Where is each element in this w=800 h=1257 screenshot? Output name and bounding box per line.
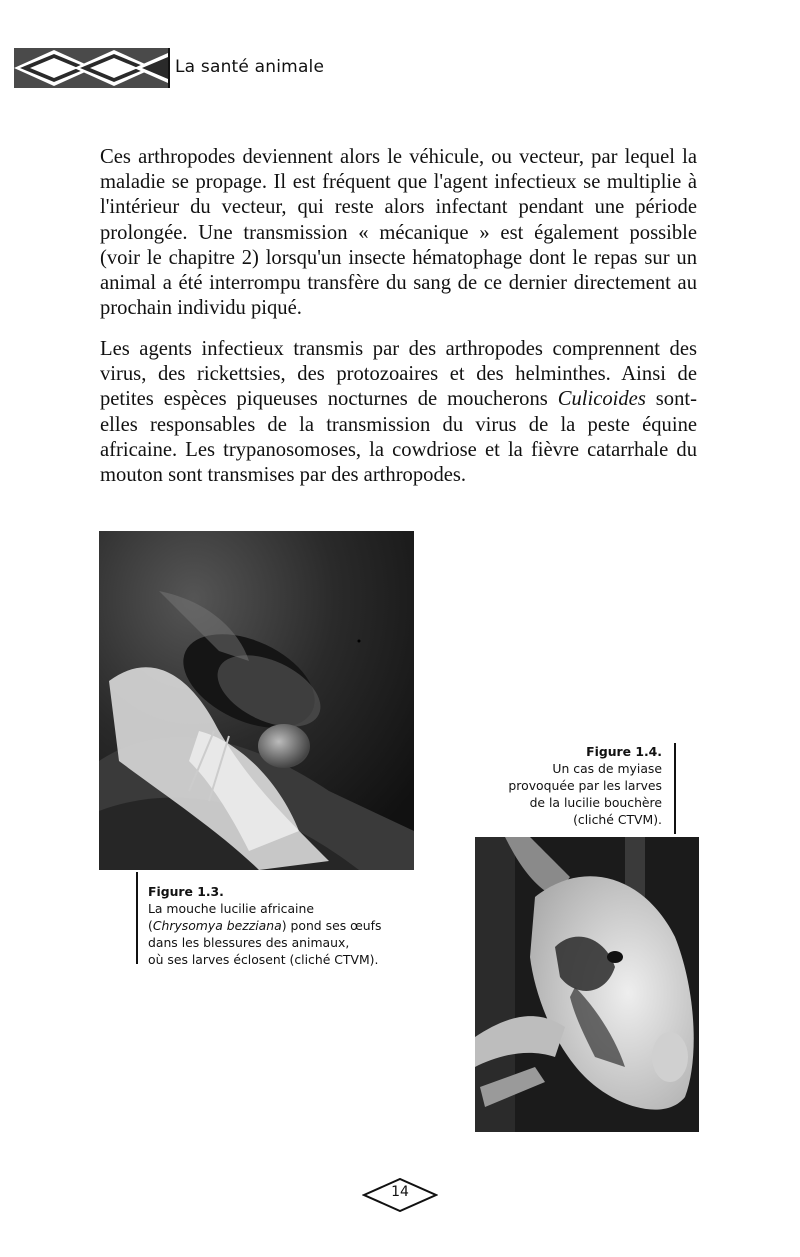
figure-13-line1: La mouche lucilie africaine [148,901,314,916]
figure-14-line2: provoquée par les larves [508,778,662,793]
figure-14-line1: Un cas de myiase [552,761,662,776]
figure-14-line4: (cliché CTVM). [573,812,662,827]
header-divider [168,48,170,88]
paragraph-agents-part2: sont-elles responsables de la transmission du virus de la peste équine africaine. Les trypanosomoses, la cowdriose et la fièvre catarrhale du mouton sont transmises par des arthropodes. [100,388,697,487]
figure-13-caption [148,883,418,968]
species-name: Chrysomya bezziana [152,918,282,933]
line2-rest: ) pond ses œufs [281,918,382,933]
culicoides-term: Culicoides [557,388,646,411]
section-title: La santé animale [175,57,325,77]
paragraph-agents [100,337,697,488]
figure-14-caption [490,743,662,828]
paragraph-agents-part1: Les agents infectieux transmis par des arthropodes comprennent des virus, des rickettsies, des protozoaires et des helminthes. Ainsi de petites espèces piqueuses nocturnes de moucherons [100,338,697,411]
figure-14-title: Figure 1.4. [586,744,662,759]
figure-13-line4: où ses larves éclosent (cliché CTVM). [148,952,379,967]
figure-14-line3: de la lucilie bouchère [529,795,662,810]
caption-13-rule [136,872,138,964]
caption-14-rule [674,743,676,834]
header-diamond-band [14,48,168,88]
page-number: 14 [391,1184,409,1200]
fly-photo [99,531,414,870]
paragraph-vectors: Ces arthropodes deviennent alors le véhicule, ou vecteur, par lequel la maladie se propage. Il est fréquent que l'agent infectieux se multiplie à l'intérieur du vecteur, qui reste alors infectant pendant une période prolongée. Une transmission « mécanique » est également possible (voir le chapitre 2) lorsqu'un insecte hématophage dont le repas sur un animal a été interrompu transfère du sang de ce dernier directement au prochain individu piqué. [100,146,697,320]
paren-open: ( [148,918,153,933]
figure-13-line3: dans les blessures des animaux, [148,935,350,950]
calf-photo [475,837,699,1132]
figure-13-line2 [148,917,418,934]
figure-13-title: Figure 1.3. [148,884,224,899]
